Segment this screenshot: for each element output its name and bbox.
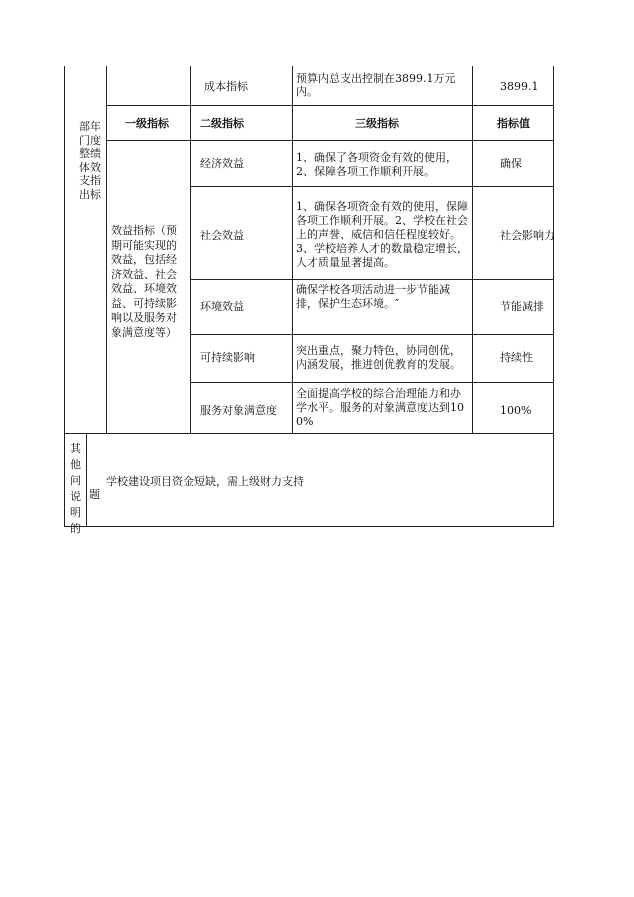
header-level2: 二级指标 <box>200 117 244 130</box>
rule <box>106 66 107 433</box>
row-level2: 服务对象满意度 <box>200 404 277 417</box>
row-value: 确保 <box>500 157 522 170</box>
row-value: 社会影响力 <box>500 229 555 242</box>
rule <box>190 334 554 335</box>
row-value: 持续性 <box>500 351 533 364</box>
benefit-label: 效益指标（预期可能实现的效益，包括经济效益、社会效益、环境效益、可持续影响以及服务对象满意度等） <box>111 224 177 339</box>
cost-level3: 预算内总支出控制在3899.1万元内。 <box>296 72 456 98</box>
row-level3: 全面提高学校的综合治理能力和办学水平。服务的对象满意度达到100% <box>296 387 464 428</box>
row-level3: 1、确保了各项资金有效的使用，2、保障各项工作顺利开展。 <box>296 151 457 178</box>
cost-value: 3899.1 <box>500 80 539 93</box>
header-level1: 一级指标 <box>125 117 169 130</box>
other-content: 学校建设项目资金短缺，需上级财力支持 <box>106 475 304 488</box>
row-value: 100% <box>500 404 532 417</box>
row-level3: 确保学校各项活动进一步节能减排，保护生态环境。″ <box>296 283 450 310</box>
row-level2: 社会效益 <box>200 229 244 242</box>
rule <box>64 66 65 526</box>
row-level2: 环境效益 <box>200 300 244 313</box>
rule <box>64 433 554 434</box>
rule <box>292 66 293 433</box>
row-level2: 可持续影响 <box>200 351 255 364</box>
other-label: 其他问说明的 <box>70 442 81 535</box>
rule <box>64 526 554 527</box>
rule <box>472 66 473 433</box>
row-level3: 1、确保各项资金有效的使用，保障各项工作顺利开展。2、学校在社会上的声誉、威信和信任程度较好。3、学校培养人才的数量稳定增长，人才质量显著提高。 <box>296 200 468 269</box>
row-value: 节能减排 <box>500 300 544 313</box>
rule <box>106 105 554 106</box>
rule <box>190 279 554 280</box>
rule <box>86 433 87 526</box>
header-level3: 三级指标 <box>355 117 399 130</box>
row-level3: 突出重点，聚力特色，协同创优，内涵发展，推进创优教育的发展。 <box>296 344 461 371</box>
rule <box>190 186 554 187</box>
rule <box>106 140 554 141</box>
rule <box>190 66 191 433</box>
rule <box>553 66 554 526</box>
row-level2: 经济效益 <box>200 157 244 170</box>
other-label-tail: 题 <box>89 488 100 501</box>
cost-level2: 成本指标 <box>204 80 248 93</box>
rule <box>190 382 554 383</box>
dept-label: 部年门度整绩体效支指出标 <box>79 120 101 201</box>
header-value: 指标值 <box>497 117 530 130</box>
